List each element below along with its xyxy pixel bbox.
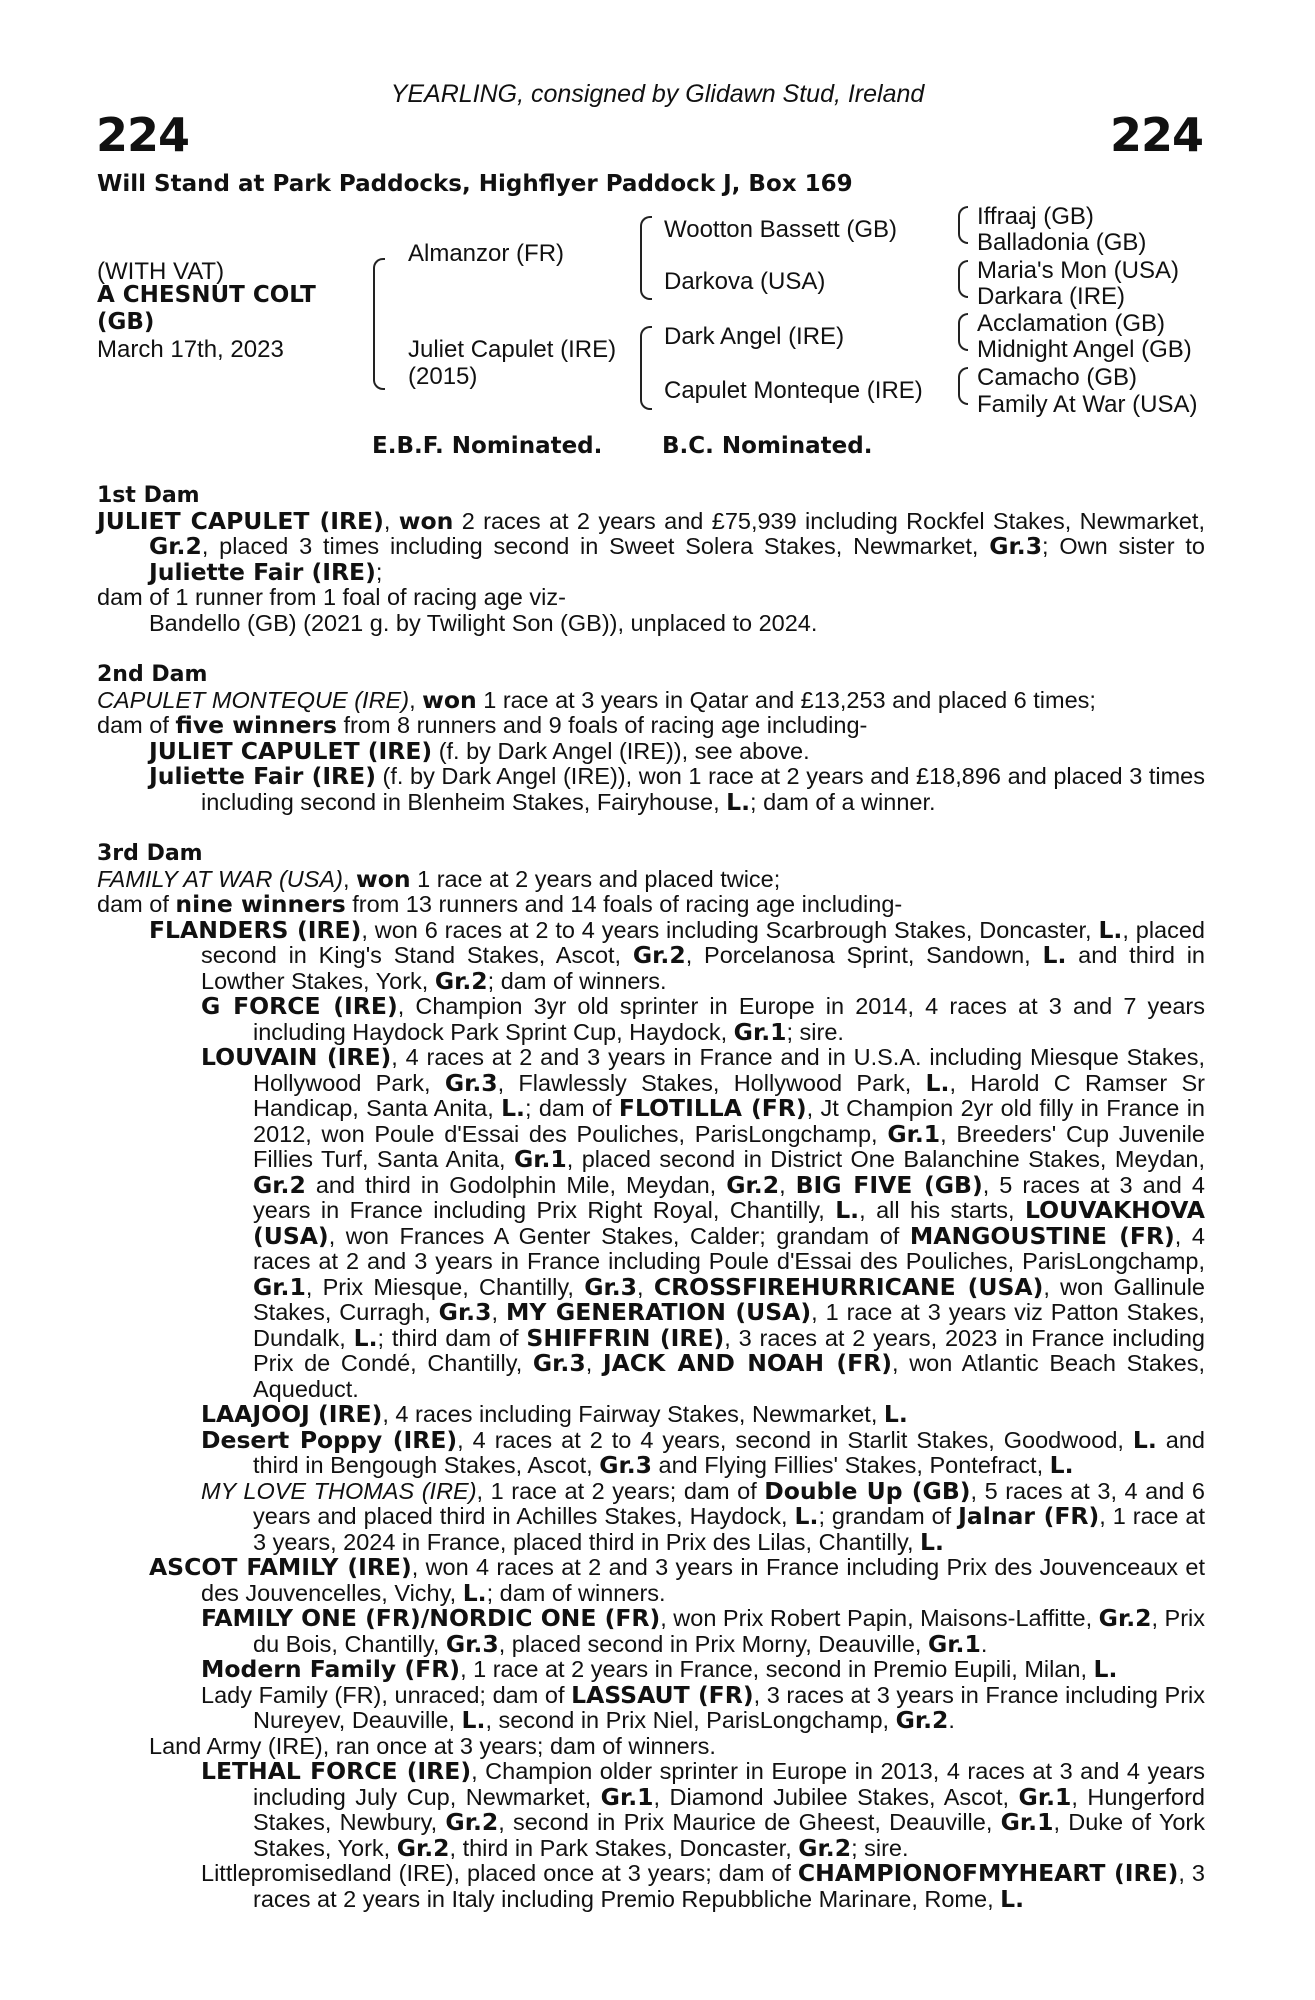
text-segment: L. [920,1527,944,1556]
text-segment: , 3 races at 3 years in France including Prix Nureyev, Deauville, [253,1681,1205,1733]
text-segment: , 4 races at 2 to 4 years, second in Starlit Stakes, Goodwood, [457,1426,1133,1453]
text-segment: Gr.2 [1098,1604,1152,1632]
text-segment: G FORCE (IRE) [201,992,398,1020]
text-segment: , Champion 3yr old sprinter in Europe in 2014, 4 races at 3 and 7 years including Haydock Park Sprint Cup, Haydock, [253,993,1205,1045]
text-segment: L. [1000,1884,1025,1913]
gg-8: Family At War (USA) [977,391,1198,418]
first-dam-foal: Bandello (GB) (2021 g. by Twilight Son (GB)), unplaced to 2024. [149,609,818,636]
text-segment: Gr.1 [1000,1808,1054,1836]
ebf-nomination: E.B.F. Nominated. [372,433,603,459]
gg-6: Midnight Angel (GB) [977,336,1192,363]
text-segment: Gr.3 [584,1272,638,1301]
text-segment: , placed second in District One Balanchine Stakes, Meydan, [566,1146,1205,1172]
text-segment: Gr.3 [532,1349,586,1377]
dam-dam: Capulet Monteque (IRE) [664,377,923,404]
text-segment: , [637,1273,654,1300]
text-segment: Gr.2 [253,1170,306,1199]
text-segment: CHAMPIONOFMYHEART (IRE) [797,1859,1179,1887]
entry-desert-poppy [97,1425,1205,1479]
text-segment: , won Frances A Genter Stakes, Calder; grandam of [328,1222,910,1249]
gg-4: Darkara (IRE) [977,283,1126,310]
text-segment: Gr.2 [726,1170,780,1199]
horse-country: (GB) [97,309,155,335]
foaling-date: March 17th, 2023 [97,336,284,363]
text-segment: L. [883,1400,908,1428]
entry-louvain [97,1045,1205,1402]
text-segment: Gr.1 [513,1145,567,1173]
text-segment: , second in Prix Maurice de Gheest, Deauville, [498,1809,1001,1835]
pedigree-brace-sire [640,216,652,300]
lot-number-left: 224 [96,108,190,162]
catalogue-subtitle: YEARLING, consigned by Glidawn Stud, Ireland [390,80,925,108]
text-segment: , Hungerford Stakes, Newbury, [253,1783,1205,1835]
first-dam-produce: dam of 1 runner from 1 foal of racing age viz- [97,584,566,610]
text-segment: , 1 race at 2 years in France, second in Premio Eupili, Milan, [460,1656,1094,1682]
text-segment: SHIFFRIN (IRE) [526,1323,725,1352]
text-segment: , second in Prix Niel, ParisLongchamp, [485,1707,896,1733]
text-segment: L. [1098,915,1123,944]
text-segment: L. [925,1068,950,1097]
text-segment: BIG FIVE (GB) [795,1170,983,1199]
vat-note: (WITH VAT) [97,258,225,285]
text-segment: Gr.1 [928,1629,981,1658]
dam-sire: Dark Angel (IRE) [664,323,845,350]
text-segment: ; dam of [524,1095,619,1121]
text-segment: L. [1093,1655,1118,1683]
text-segment: ; sire. [851,1834,909,1861]
text-segment: Desert Poppy (IRE) [201,1425,458,1454]
text-segment: ; grandam of [818,1503,959,1529]
text-segment: and third in Bengough Stakes, Ascot, [253,1426,1205,1478]
second-dam-produce: dam of five winners from 8 runners and 9 foals of racing age including- [97,711,868,739]
text-segment: Gr.2 [445,1808,499,1836]
text-segment: , won 4 races at 2 and 3 years in France including Prix des Jouvenceaux et des Jouvencelles, Vichy, [201,1554,1205,1606]
pedigree-brace-2 [958,260,968,298]
entry-lady-family [97,1680,1205,1734]
text-segment: L. [835,1196,860,1224]
entry-my-love-thomas [97,1476,1206,1556]
text-segment: . [980,1630,988,1657]
text-segment: . [948,1707,955,1733]
text-segment: L. [461,1706,486,1734]
text-segment: , Duke of York Stakes, York, [253,1809,1205,1861]
sire-dam: Darkova (USA) [664,268,826,295]
second-dam-record: CAPULET MONTEQUE (IRE), won 1 race at 3 years in Qatar and £13,253 and placed 6 times; [97,685,1096,714]
text-segment: , [779,1171,796,1198]
text-segment: Gr.3 [445,1629,499,1658]
gg-5: Acclamation (GB) [977,310,1166,337]
text-segment: L. [353,1323,378,1352]
text-segment: LOUVAKHOVA (USA) [253,1196,1205,1250]
text-segment: Gr.2 [632,941,686,969]
text-segment: , [491,1299,506,1325]
text-segment: , [585,1350,603,1376]
gg-3: Maria's Mon (USA) [977,257,1179,284]
text-segment: , Flawlessly Stakes, Hollywood Park, [497,1069,926,1096]
text-segment: , Breeders' Cup Juvenile Fillies Turf, Santa Anita, [253,1120,1205,1172]
text-segment: Gr.2 [396,1833,450,1862]
text-segment: Gr.3 [599,1451,653,1479]
text-segment: Gr.2 [434,966,488,995]
text-segment: , Prix Miesque, Chantilly, [305,1273,585,1300]
text-segment: , placed second in Prix Morny, Deauville, [498,1630,928,1657]
text-segment: LETHAL FORCE (IRE) [201,1757,472,1785]
text-segment: L. [1049,1451,1074,1479]
text-segment: Gr.3 [438,1298,492,1326]
text-segment: Modern Family (FR) [201,1655,461,1683]
entry-g-force [97,994,1205,1045]
text-segment: , 1 race at 2 years; dam of [476,1477,765,1504]
text-segment: CROSSFIREHURRICANE (USA) [653,1272,1044,1301]
second-dam-heading: 2nd Dam [97,662,208,687]
text-segment: LAAJOOJ (IRE) [201,1400,383,1428]
entry-littlepromisedland [97,1861,1205,1912]
text-segment: Littlepromisedland (IRE), placed once at 3 years; dam of [201,1860,798,1886]
bc-nomination: B.C. Nominated. [662,433,873,459]
text-segment: and third in Lowther Stakes, York, [201,942,1205,994]
second-dam-foal-2: Juliette Fair (IRE) (f. by Dark Angel (IRE)), won 1 race at 2 years and £18,896 and placed 3 times including second in Blenheim Stakes, Fairyhouse, L.; dam of a winner. [149,762,1205,816]
text-segment: , 3 races at 2 years in Italy including Premio Repubbliche Marinare, Rome, [253,1860,1205,1912]
text-segment: Gr.1 [253,1272,306,1301]
text-segment: FLOTILLA (FR) [618,1094,807,1122]
text-segment: L. [1132,1425,1157,1454]
family-text [97,483,1205,1912]
text-segment: FLANDERS (IRE) [149,915,362,944]
text-segment: ; sire. [786,1018,844,1045]
horse-name: A CHESNUT COLT [97,282,316,308]
entry-ascot-family [97,1555,1205,1606]
gg-2: Balladonia (GB) [977,229,1147,256]
text-segment: , 5 races at 3 and 4 years in France including Prix Right Royal, Chantilly, [253,1171,1205,1223]
sire-name: Almanzor (FR) [408,240,565,267]
pedigree-brace-1 [958,206,968,244]
gg-1: Iffraaj (GB) [977,203,1094,230]
pedigree-brace-main [373,258,385,390]
first-dam-record: JULIET CAPULET (IRE), won 2 races at 2 years and £75,939 including Rockfel Stakes, Newmarket, Gr.2, placed 3 times including second in Sweet Solera Stakes, Newmarket, Gr.3; Own sister to Juliette Fair (IRE); [97,506,1205,586]
text-segment: JACK AND NOAH (FR) [602,1349,893,1377]
text-segment: Gr.1 [1018,1782,1072,1811]
third-dam-heading: 3rd Dam [97,841,203,866]
text-segment: , Jt Champion 2yr old filly in France in 2012, won Poule d'Essai des Pouliches, ParisLongchamp, [253,1095,1205,1147]
text-segment: FAMILY ONE (FR)/NORDIC ONE (FR) [201,1604,661,1632]
text-segment: Gr.1 [600,1782,654,1811]
entry-flanders [97,915,1205,995]
text-segment: ASCOT FAMILY (IRE) [149,1553,412,1581]
entry-modern-family [97,1657,1205,1683]
text-segment: , all his starts, [859,1197,1025,1223]
text-segment: , 4 races including Fairway Stakes, Newmarket, [382,1401,884,1427]
text-segment: MY GENERATION (USA) [505,1298,812,1326]
text-segment: , won 6 races at 2 to 4 years including Scarbrough Stakes, Doncaster, [361,916,1099,943]
lot-number-right: 224 [1109,108,1203,162]
dam-year: (2015) [408,363,478,390]
stable-location: Will Stand at Park Paddocks, Highflyer Paddock J, Box 169 [97,171,853,197]
text-segment: ; dam of winners. [486,1579,666,1606]
pedigree-brace-4 [958,367,968,405]
text-segment: and Flying Fillies' Stakes, Pontefract, [652,1452,1050,1478]
text-segment: Jalnar (FR) [958,1502,1100,1530]
text-segment: Gr.1 [733,1017,787,1046]
sire-sire: Wootton Bassett (GB) [664,216,897,243]
third-dam-produce: dam of nine winners from 13 runners and 14 foals of racing age including- [97,890,903,918]
text-segment: , 3 races at 2 years, 2023 in France including Prix de Condé, Chantilly, [253,1324,1205,1376]
entry-lethal-force [97,1759,1205,1861]
third-dam-record: FAMILY AT WAR (USA), won 1 race at 2 years and placed twice; [97,864,781,893]
text-segment: , Champion older sprinter in Europe in 2013, 4 races at 3 and 4 years including July Cup, Newmarket, [253,1758,1206,1810]
dam-name: Juliet Capulet (IRE) [408,336,617,363]
text-segment: Gr.1 [887,1119,941,1148]
text-segment: ; third dam of [377,1324,527,1351]
text-segment: LOUVAIN (IRE) [201,1043,392,1071]
text-segment: L. [462,1578,487,1607]
text-segment: LASSAUT (FR) [571,1680,754,1709]
entry-laajooj [97,1402,1205,1428]
pedigree-brace-3 [958,313,968,351]
text-segment: Gr.3 [444,1068,498,1097]
text-segment: and third in Godolphin Mile, Meydan, [305,1171,727,1198]
text-segment: Gr.2 [798,1833,852,1862]
text-segment: Double Up (GB) [764,1476,971,1505]
pedigree-brace-dam [640,326,652,410]
entry-family-one [97,1606,1205,1657]
text-segment: Lady Family (FR), unraced; dam of [201,1681,572,1708]
text-segment: , Diamond Jubilee Stakes, Ascot, [653,1783,1019,1810]
text-segment: , 5 races at 3, 4 and 6 years and placed third in Achilles Stakes, Haydock, [253,1477,1205,1529]
text-segment: , won Atlantic Beach Stakes, Aqueduct. [253,1350,1206,1402]
text-segment: , Harold C Ramser Sr Handicap, Santa Anita, [253,1069,1206,1121]
text-segment: , Porcelanosa Sprint, Sandown, [685,942,1043,968]
text-segment: MANGOUSTINE (FR) [909,1221,1175,1250]
gg-7: Camacho (GB) [977,364,1138,391]
text-segment: , 1 race at 3 years viz Patton Stakes, Dundalk, [253,1299,1206,1351]
text-segment: , placed second in King's Stand Stakes, Ascot, [201,916,1205,968]
first-dam-heading: 1st Dam [97,483,200,508]
text-segment: , Prix du Bois, Chantilly, [253,1605,1206,1657]
text-segment: , 4 races at 2 and 3 years in France including Poule d'Essai des Pouliches, ParisLongchamp, [253,1222,1205,1274]
text-segment: ; dam of winners. [487,967,667,994]
entry-land-army: Land Army (IRE), ran once at 3 years; dam of winners. [149,1732,716,1759]
text-segment: , won Gallinule Stakes, Curragh, [253,1273,1205,1325]
text-segment: , won Prix Robert Papin, Maisons-Laffitte, [660,1605,1099,1631]
text-segment: , third in Park Stakes, Doncaster, [449,1834,799,1861]
text-segment: MY LOVE THOMAS (IRE) [201,1477,477,1504]
text-segment: L. [794,1502,819,1530]
text-segment: , 1 race at 3 years, 2024 in France, placed third in Prix des Lilas, Chantilly, [253,1503,1206,1555]
text-segment: L. [1042,941,1067,969]
text-segment: , 4 races at 2 and 3 years in France and in U.S.A. including Miesque Stakes, Hollywood Park, [253,1044,1205,1096]
text-segment: L. [501,1094,525,1122]
text-segment: Gr.2 [895,1706,949,1734]
second-dam-foal-1: JULIET CAPULET (IRE) (f. by Dark Angel (IRE)), see above. [149,736,810,765]
